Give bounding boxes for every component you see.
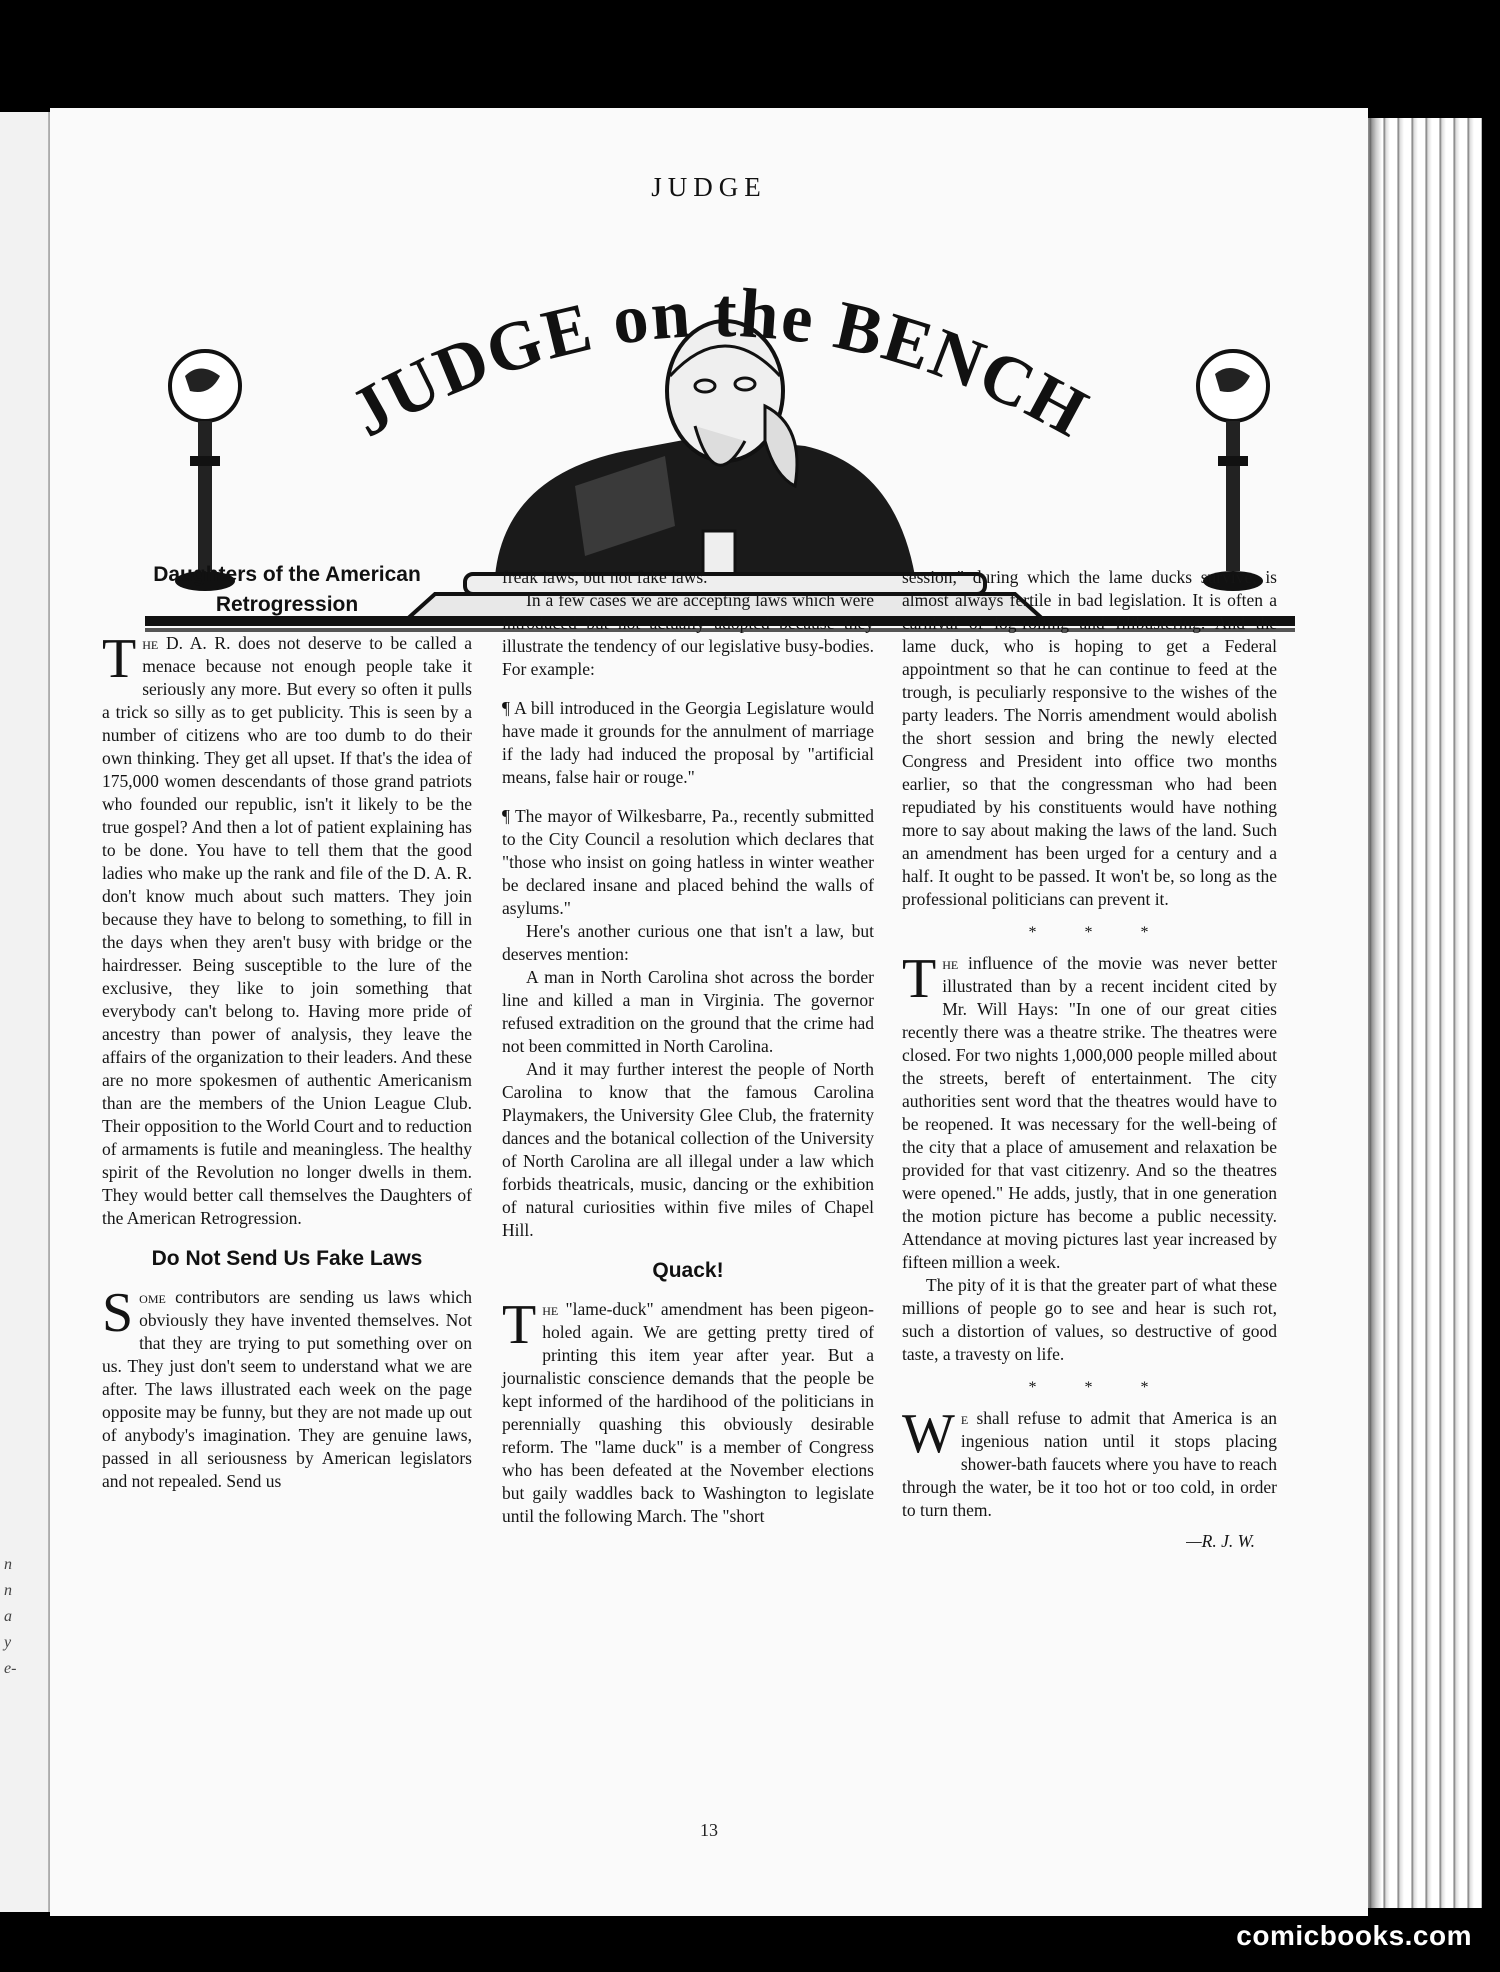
drop-cap: S bbox=[102, 1282, 134, 1344]
article-text: D. A. R. does not deserve to be called a menace because not enough people take it seriously any more. But every so often it pulls a trick so silly as to get publicity. This is seen by a number of citizens who are too dumb to do their own thinking. They get all upset. If that's the idea of 175,000 women descendants of those grand patriots who founded our republic, isn't it likely to be the true gospel? And then a lot of patient explaining has to be done. You have to tell them that the good ladies who make up the rank and file of the D. A. R. don't know much about such matters. They join because they have to belong to something, to fill in the days when they aren't busy with bridge or the hairdresser. Being susceptible to the lure of the exclusive, they like to join something that everybody can't belong to. Having more pride of ancestry than power of analysis, they leave the affairs of the organization to their leaders. And these are no more spokesmen of authentic Americanism than are the members of the Union League Club. Their opposition to the World Court and to reduction of armaments is futile and meaningless. The healthy spirit of the Revolution no longer dwells in them. They would better call themselves the Daughters of the American Retrogression. bbox=[102, 633, 472, 1228]
drop-cap: T bbox=[502, 1294, 537, 1356]
drop-cap: W bbox=[902, 1403, 955, 1465]
lamp-left-icon bbox=[170, 351, 240, 591]
facing-page-mark: e- bbox=[4, 1660, 17, 1677]
section-divider: * * * bbox=[1028, 1379, 1171, 1396]
paragraph: session," during which the lame ducks survive, is almost always fertile in bad legislation. It is often a carnival of log-rolling and filibustering. And the lame duck, who is hoping to get a Federal appointment so that he can continue to feed at the trough, is peculiarly responsive to the wishes of the party leaders. The Norris amendment would abolish the short session and bring the newly elected Congress and President into office two months earlier, so that the congressman who had been repudiated by his constituents would have nothing more to say about making the laws of the land. Such an amendment has been urged for a century and a half. It ought to be passed. It won't be, so long as the professional politicians can prevent it. bbox=[902, 567, 1277, 909]
article-text: contributors are sending us laws which obviously they have invented themselves. Not that they are trying to put something over on us. They just don't seem to understand what we are after. The laws illustrated each week on the page opposite may be funny, but they are not made up out of anybody's imagination. They are genuine laws, passed in all seriousness by American legislators and not repealed. Send us bbox=[102, 1287, 472, 1491]
article-body bbox=[102, 628, 472, 1230]
article-text: "lame-duck" amendment has been pigeon-holed again. We are getting pretty tired of printing this item year after year. But a journalistic conscience demands that the people be kept informed of the hardihood of the politicians in perennially quashing this obviously desirable reform. The "lame duck" is a member of Congress who has been defeated at the November elections but gaily waddles back to Washington to legislate until the following March. The "short bbox=[502, 1299, 874, 1526]
column-1 bbox=[102, 560, 472, 1493]
article-body bbox=[902, 1403, 1277, 1522]
article-body bbox=[902, 948, 1278, 1274]
paragraph: Here's another curious one that isn't a law, but deserves mention: bbox=[502, 921, 874, 964]
small-caps-lead: e bbox=[960, 1408, 969, 1428]
drop-cap: T bbox=[902, 948, 937, 1010]
page-number: 13 bbox=[700, 1820, 718, 1840]
paragraph: In a few cases we are accepting laws which were introduced but not actually adopted because they illustrate the tendency of our legislative busy-bodies. For example: bbox=[502, 590, 874, 679]
article-heading: Daughters of the American Retrogression bbox=[153, 563, 421, 616]
watermark: comicbooks.com bbox=[1236, 1920, 1472, 1951]
small-caps-lead: he bbox=[942, 953, 959, 973]
small-caps-lead: he bbox=[142, 633, 159, 653]
facing-page-mark: n bbox=[4, 1556, 12, 1573]
magazine-page bbox=[50, 108, 1368, 1916]
signature: —R. J. W. bbox=[1186, 1531, 1255, 1551]
page-stack-edge bbox=[1362, 118, 1482, 1908]
law-item: ¶ A bill introduced in the Georgia Legislature would have made it grounds for the annulment of marriage if the lady had induced the proposal by "artificial means, false hair or rouge." bbox=[502, 698, 874, 787]
paragraph: The pity of it is that the greater part of what these millions of people go to see and hear is such rot, such a distortion of values, so destructive of good taste, a travesty on life. bbox=[902, 1275, 1277, 1364]
paragraph: freak laws, but not fake laws. bbox=[502, 567, 708, 587]
paragraph: And it may further interest the people of North Carolina to know that the famous Carolina Playmakers, the University Glee Club, the fraternity dances and the botanical collection of the University of North Carolina are all illegal under a law which forbids theatricals, music, dancing or the exhibition of natural curiosities within five miles of Chapel Hill. bbox=[502, 1059, 874, 1240]
paragraph: A man in North Carolina shot across the border line and killed a man in Virginia. The governor refused extradition on the ground that the crime had not been committed in North Carolina. bbox=[502, 967, 874, 1056]
column-2 bbox=[502, 566, 874, 1528]
article-heading: Do Not Send Us Fake Laws bbox=[151, 1247, 423, 1270]
article-text: shall refuse to admit that America is an ingenious nation until it stops placing shower-bath faucets where you have to reach through the water, be it too hot or too cold, in order to turn them. bbox=[902, 1408, 1277, 1520]
small-caps-lead: ome bbox=[139, 1287, 166, 1307]
facing-page-mark: n bbox=[4, 1582, 12, 1599]
facing-page-mark: y bbox=[4, 1634, 12, 1651]
article-text: influence of the movie was never better illustrated than by a recent incident cited by Mr. Will Hays: "In one of our great cities recently there was a theatre strike. The theatres were closed. For two nights 1,000,000 people milled about the streets, bereft of entertainment. The city authorities sent word that the theatres would have to be reopened. It was necessary for the well-being of the city that a place of amusement and relaxation be provided for that vast citizenry. And so the theatres were opened." He adds, justly, that in one generation the motion picture has become a public necessity. Attendance at moving pictures last year increased by fifteen million a week. bbox=[902, 953, 1278, 1272]
section-divider: * * * bbox=[1028, 924, 1171, 941]
article-body bbox=[502, 1294, 874, 1528]
drop-cap: T bbox=[102, 628, 137, 690]
lamp-right-icon bbox=[1198, 351, 1268, 591]
column-3 bbox=[902, 566, 1277, 1553]
running-head: JUDGE bbox=[651, 172, 767, 202]
facing-page-mark: a bbox=[4, 1608, 12, 1625]
article-heading: Quack! bbox=[652, 1259, 724, 1282]
law-item: ¶ The mayor of Wilkesbarre, Pa., recently submitted to the City Council a resolution which declares that "those who insist on going hatless in winter weather be declared insane and placed behind the walls of asylums." bbox=[502, 806, 874, 918]
facing-page-marks bbox=[4, 1552, 16, 1682]
title-art: JUDGE on the BENCH bbox=[337, 274, 1101, 453]
article-body bbox=[102, 1282, 472, 1493]
small-caps-lead: he bbox=[542, 1299, 559, 1319]
